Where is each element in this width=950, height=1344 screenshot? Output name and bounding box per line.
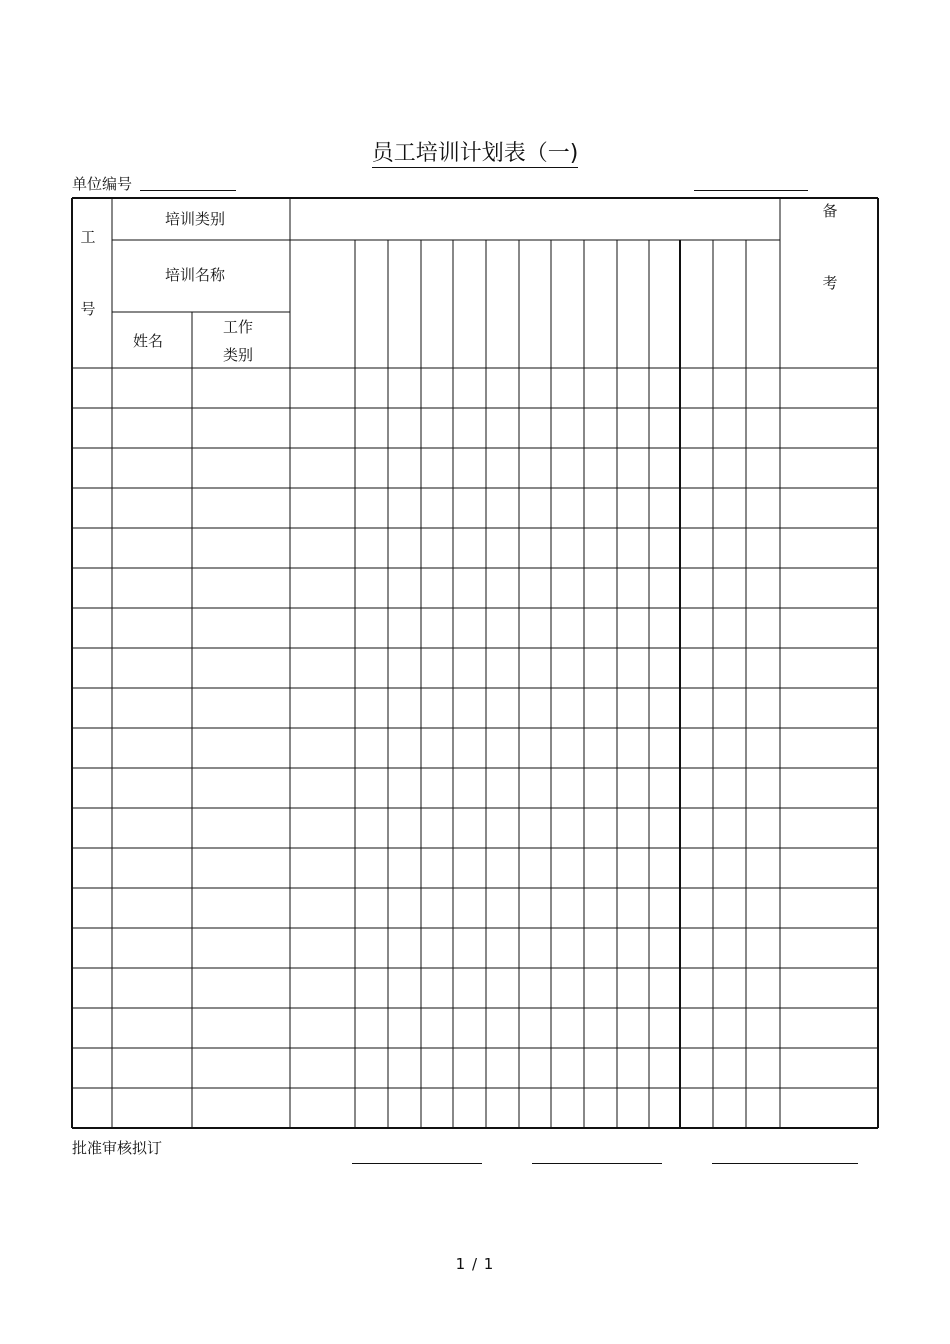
page-number: 1 / 1: [455, 1255, 495, 1273]
unit-number-label: 单位编号: [72, 175, 133, 193]
header-remarks: 备 考: [822, 202, 838, 292]
signature-line-draft: [712, 1163, 858, 1164]
header-training-category: 培训类别: [164, 210, 225, 228]
header-employee-no: 工 号: [80, 228, 96, 318]
document-title: 员工培训计划表（一): [371, 141, 579, 166]
approval-label: 批准审核拟订: [72, 1139, 163, 1157]
header-job-category: 工作 类别: [222, 318, 253, 364]
header-name: 姓名: [132, 332, 163, 350]
signature-line-review: [532, 1163, 662, 1164]
header-training-name: 培训名称: [164, 266, 225, 284]
signature-line-approve: [352, 1163, 482, 1164]
